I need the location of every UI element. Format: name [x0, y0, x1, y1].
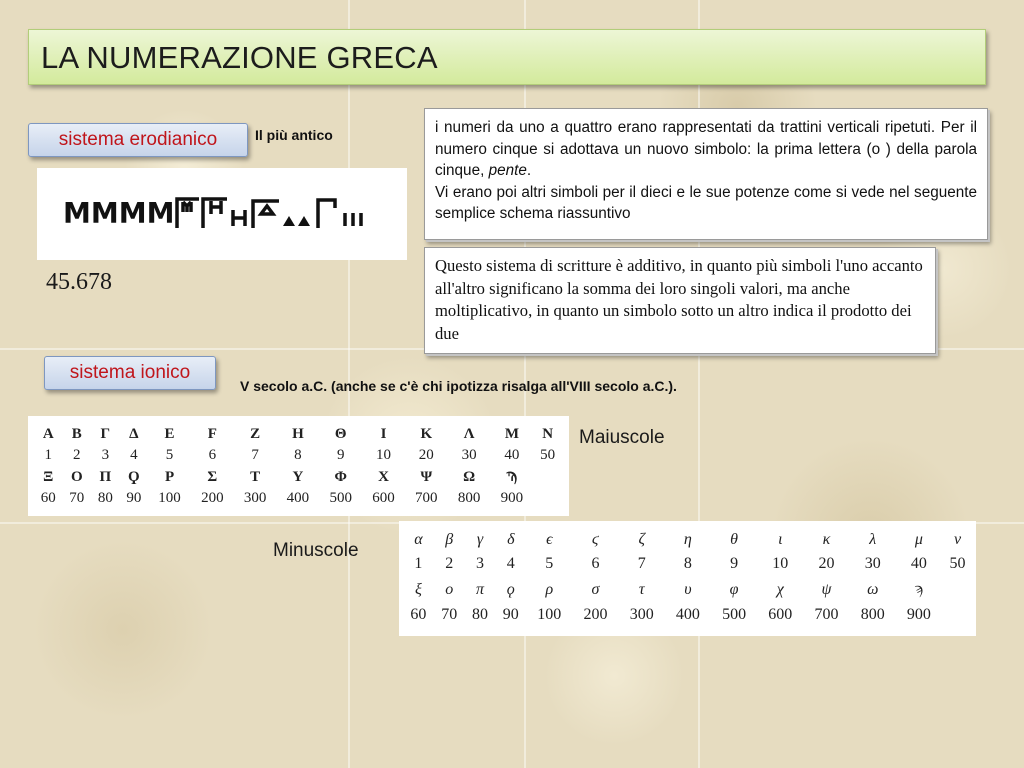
table-cell: 90 — [126, 489, 142, 506]
table-cell: θ — [730, 531, 739, 548]
table-cell: Π — [99, 468, 112, 485]
table-cell: 200 — [583, 606, 608, 623]
glyph-hekaton — [233, 210, 245, 226]
table-cell: ϛ — [591, 531, 600, 548]
table-cell: τ — [638, 581, 645, 598]
table-cell: Ω — [463, 468, 476, 485]
table-cell: Ο — [70, 468, 83, 485]
table-cell: Ξ — [43, 468, 54, 485]
table-cell: 20 — [418, 446, 434, 463]
table-cell: 700 — [415, 489, 438, 506]
table-cell: 5 — [165, 446, 174, 463]
table-cell: γ — [476, 531, 484, 548]
table-cell: λ — [869, 531, 877, 548]
glyph-deka — [283, 216, 310, 226]
table-cell: ϙ — [506, 581, 515, 598]
table-cell: F — [207, 425, 217, 442]
table-cell: 700 — [814, 606, 839, 623]
table-cell — [533, 466, 562, 488]
table-cell: Δ — [129, 425, 139, 442]
table-cell: 40 — [504, 446, 520, 463]
table-cell: 2 — [73, 446, 81, 463]
table-cell: 800 — [860, 606, 885, 623]
glyph-m-group: ΜΜΜΜ — [63, 197, 175, 230]
table-cell: α — [414, 531, 423, 548]
erodianico-label — [28, 123, 248, 157]
slide-title: LA NUMERAZIONE GRECA — [41, 40, 438, 75]
table-cell: Κ — [420, 425, 433, 442]
table-cell: υ — [684, 581, 692, 598]
explanation-box-additive — [424, 108, 988, 240]
lowercase-numeral-table — [399, 521, 976, 636]
table-cell: Μ — [504, 425, 519, 442]
erodianico-numeral-image — [37, 168, 407, 260]
table-cell: 20 — [818, 555, 835, 572]
table-cell: Β — [71, 425, 82, 442]
ionico-label — [44, 356, 216, 390]
table-cell: 100 — [158, 489, 181, 506]
table-cell: ψ — [821, 581, 832, 598]
table-cell: ζ — [638, 531, 645, 548]
table-cell: 70 — [441, 606, 458, 623]
table-cell: 4 — [506, 555, 515, 572]
table-cell: 4 — [130, 446, 138, 463]
table-cell: Τ — [250, 468, 261, 485]
table-cell: 100 — [537, 606, 562, 623]
erodianico-note: Il più antico — [255, 127, 333, 143]
table-cell: χ — [776, 581, 784, 598]
table-cell: Ϡ — [506, 468, 518, 485]
table-cell: 60 — [40, 489, 56, 506]
table-cell: 60 — [410, 606, 427, 623]
lowercase-table — [403, 529, 973, 627]
title-bar — [28, 29, 986, 85]
ionico-label-text: sistema ionico — [69, 362, 191, 383]
table-cell: ρ — [545, 581, 554, 598]
glyph-pente-chilia — [203, 199, 227, 228]
table-cell: 1 — [44, 446, 53, 463]
table-cell: ο — [445, 581, 454, 598]
table-cell: 40 — [910, 555, 927, 572]
table-cell: Ρ — [164, 468, 175, 485]
table-cell: Ζ — [250, 425, 261, 442]
table-cell: Γ — [100, 425, 111, 442]
table-cell: 50 — [949, 555, 966, 572]
table-cell: Η — [292, 425, 304, 442]
table-cell: ξ — [414, 581, 422, 598]
table-cell: 9 — [730, 555, 739, 572]
table-cell: 400 — [286, 489, 310, 506]
example-number: 45.678 — [46, 269, 112, 295]
table-cell: 200 — [201, 489, 224, 506]
table-cell: ω — [867, 581, 879, 598]
table-cell: Θ — [334, 425, 347, 442]
additive-text-line2: Vi erano poi altri simboli per il dieci e le sue potenze come si vede nel seguente semplice schema riassuntivo — [435, 183, 977, 222]
uppercase-table — [34, 424, 562, 508]
table-cell: 10 — [772, 555, 789, 572]
erodianico-label-text: sistema erodianico — [58, 129, 218, 150]
glyph-units — [345, 213, 361, 226]
table-cell: 7 — [637, 555, 646, 572]
glyph-pente-deka — [253, 201, 279, 228]
table-cell: 9 — [336, 446, 345, 463]
table-cell: ϵ — [546, 531, 553, 548]
table-cell: 10 — [376, 446, 391, 463]
table-cell: Λ — [463, 425, 475, 442]
table-cell: 500 — [722, 606, 747, 623]
table-cell: Ψ — [420, 468, 433, 485]
table-cell: 7 — [251, 446, 259, 463]
table-cell: 600 — [768, 606, 793, 623]
table-cell: β — [445, 531, 454, 548]
table-cell: 300 — [243, 489, 267, 506]
table-cell: 30 — [461, 446, 477, 463]
table-cell: 600 — [372, 489, 395, 506]
table-cell: φ — [729, 581, 739, 598]
uppercase-caption: Maiuscole — [579, 427, 665, 448]
table-cell: ϡ — [914, 581, 924, 598]
ionico-note: V secolo a.C. (anche se c'è chi ipotizza risalga all'VIII secolo a.C.). — [240, 378, 677, 394]
lowercase-caption: Minuscole — [273, 540, 359, 561]
table-cell: 900 — [500, 489, 524, 506]
table-cell: Ι — [380, 425, 387, 442]
table-cell: 6 — [591, 555, 600, 572]
glyph-pente-myria — [177, 199, 199, 228]
table-cell: 400 — [675, 606, 700, 623]
italic-word-pente: pente — [488, 162, 527, 179]
table-cell: Α — [42, 425, 54, 442]
table-cell: 8 — [683, 555, 692, 572]
table-cell: 90 — [502, 606, 519, 623]
table-cell: Φ — [334, 468, 347, 485]
table-cell: 3 — [475, 555, 484, 572]
erodianico-numeral-glyphs — [37, 168, 407, 260]
table-cell: ι — [778, 531, 783, 548]
table-cell: 3 — [101, 446, 110, 463]
table-cell: 500 — [329, 489, 352, 506]
table-cell: 2 — [445, 555, 454, 572]
table-cell: 30 — [864, 555, 881, 572]
table-cell: 900 — [906, 606, 931, 623]
table-cell: δ — [507, 531, 515, 548]
table-cell: 5 — [545, 555, 554, 572]
table-cell: 8 — [294, 446, 302, 463]
table-cell — [942, 603, 973, 627]
table-cell: Ε — [164, 425, 175, 442]
table-cell: 70 — [69, 489, 85, 506]
table-cell — [942, 577, 973, 603]
table-cell: Χ — [378, 468, 389, 485]
table-cell: 50 — [540, 446, 556, 463]
table-cell: μ — [914, 531, 923, 548]
additive-text-part1: i numeri da uno a quattro erano rappresentati da trattini verticali ripetuti. Per il numero cinque si adottava un nuovo simbolo: la prima lettera (o ) della parola cinque, — [435, 119, 977, 179]
table-cell: 800 — [457, 489, 481, 506]
table-cell: κ — [822, 531, 831, 548]
table-cell: Ϙ — [128, 468, 140, 485]
additive-text-part2: . — [526, 162, 532, 179]
table-cell: Σ — [207, 468, 218, 485]
table-cell: ν — [953, 531, 962, 548]
table-cell: 6 — [208, 446, 217, 463]
table-cell: Υ — [292, 468, 304, 485]
table-cell — [533, 488, 562, 508]
table-cell: π — [475, 581, 484, 598]
table-cell: 80 — [471, 606, 488, 623]
explanation-box-multiplicative — [424, 247, 936, 354]
uppercase-numeral-table — [28, 416, 569, 516]
glyph-pente — [318, 200, 335, 228]
multiplicative-text: Questo sistema di scritture è additivo, in quanto più simboli l'uno accanto all'altro significano la somma dei loro singoli valori, ma anche moltiplicativo, in quanto un simbolo sotto un altro indica il prodotto dei due — [435, 256, 923, 343]
table-cell: Ν — [542, 425, 554, 442]
table-cell: η — [683, 531, 692, 548]
table-cell: 1 — [414, 555, 423, 572]
table-cell: 300 — [629, 606, 654, 623]
table-cell: σ — [591, 581, 600, 598]
table-cell: 80 — [97, 489, 113, 506]
